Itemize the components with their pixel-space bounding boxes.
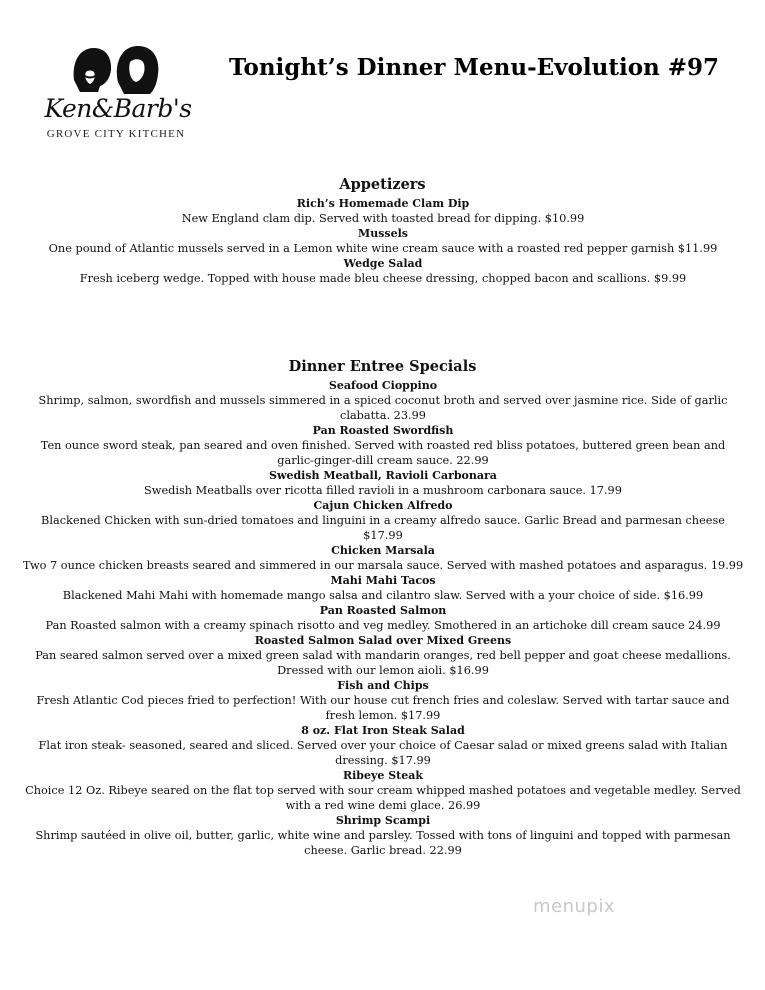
entree-item-description: Flat iron steak- seasoned, seared and sliced. Served over your choice of Caesar salad or mixed greens salad with Italian dressing. $17.99	[38, 739, 728, 767]
entree-item-name: Pan Roasted Salmon	[319, 604, 447, 617]
logo-subtitle: GROVE CITY KITCHEN	[46, 128, 186, 140]
couple-silhouette-icon	[70, 42, 162, 98]
entree-item-name: Ribeye Steak	[342, 769, 423, 782]
logo-brand: Ken&Barb's	[44, 94, 192, 123]
appetizer-item-description: One pound of Atlantic mussels served in a Lemon white wine cream sauce with a roasted red pepper garnish $11.99	[48, 242, 718, 255]
entree-item-name: Cajun Chicken Alfredo	[313, 499, 453, 512]
appetizers-heading: Appetizers	[339, 176, 426, 193]
entree-item-description: Ten ounce sword steak, pan seared and oven finished. Served with roasted red bliss potatoes, buttered green bean and garlic-ginger-dill cream sauce. 22.99	[40, 439, 726, 467]
entree-item-name: Shrimp Scampi	[335, 814, 431, 827]
entree-item-description: Pan Roasted salmon with a creamy spinach risotto and veg medley. Smothered in an artichoke dill cream sauce 24.99	[45, 619, 721, 632]
entree-item-name: Pan Roasted Swordfish	[312, 424, 454, 437]
entree-item-name: Mahi Mahi Tacos	[330, 574, 436, 587]
appetizers-list	[22, 196, 744, 286]
entree-item-description: Blackened Mahi Mahi with homemade mango salsa and cilantro slaw. Served with a your choice of side. $16.99	[62, 589, 704, 602]
entree-item-description: Fresh Atlantic Cod pieces fried to perfection! With our house cut french fries and coleslaw. Served with tartar sauce and fresh lemon. $17.99	[36, 694, 730, 722]
appetizer-item-description: New England clam dip. Served with toasted bread for dipping. $10.99	[181, 212, 585, 225]
entree-item-name: Seafood Cioppino	[328, 379, 438, 392]
entree-item-name: 8 oz. Flat Iron Steak Salad	[301, 724, 465, 737]
entree-item-name: Chicken Marsala	[331, 544, 435, 557]
entree-item-description: Blackened Chicken with sun-dried tomatoes and linguini in a creamy alfredo sauce. Garlic Bread and parmesan cheese $17.99	[41, 514, 725, 542]
entree-item-name: Fish and Chips	[337, 679, 429, 692]
entree-item-description: Shrimp sautéed in olive oil, butter, garlic, white wine and parsley. Tossed with tons of linguini and topped with parmesan cheese. Garlic bread. 22.99	[35, 829, 731, 857]
entree-item-description: Choice 12 Oz. Ribeye seared on the flat top served with sour cream whipped mashed potatoes and vegetable medley. Served with a red wine demi glace. 26.99	[25, 784, 741, 812]
appetizer-item-name: Rich’s Homemade Clam Dip	[296, 197, 470, 210]
entrees-heading: Dinner Entree Specials	[288, 358, 477, 375]
entree-item-description: Swedish Meatballs over ricotta filled ravioli in a mushroom carbonara sauce. 17.99	[144, 484, 622, 497]
appetizer-item-description: Fresh iceberg wedge. Topped with house made bleu cheese dressing, chopped bacon and scallions. $9.99	[79, 272, 687, 285]
entrees-list	[22, 378, 744, 858]
entree-item-name: Roasted Salmon Salad over Mixed Greens	[254, 634, 512, 647]
appetizer-item-name: Mussels	[358, 227, 408, 240]
entree-item-description: Pan seared salmon served over a mixed green salad with mandarin oranges, red bell pepper and goat cheese medallions. Dressed with our lemon aioli. $16.99	[35, 649, 731, 677]
page-title: Tonight’s Dinner Menu-Evolution #97	[229, 54, 720, 81]
entree-item-description: Shrimp, salmon, swordfish and mussels simmered in a spiced coconut broth and served over jasmine rice. Side of garlic clabatta. 23.99	[38, 394, 728, 422]
appetizer-item-name: Wedge Salad	[343, 257, 423, 270]
entree-item-description: Two 7 ounce chicken breasts seared and simmered in our marsala sauce. Served with mashed potatoes and asparagus. 19.99	[22, 559, 744, 572]
entree-item-name: Swedish Meatball, Ravioli Carbonara	[269, 469, 497, 482]
watermark: menupix	[533, 896, 616, 917]
restaurant-logo	[36, 42, 196, 144]
